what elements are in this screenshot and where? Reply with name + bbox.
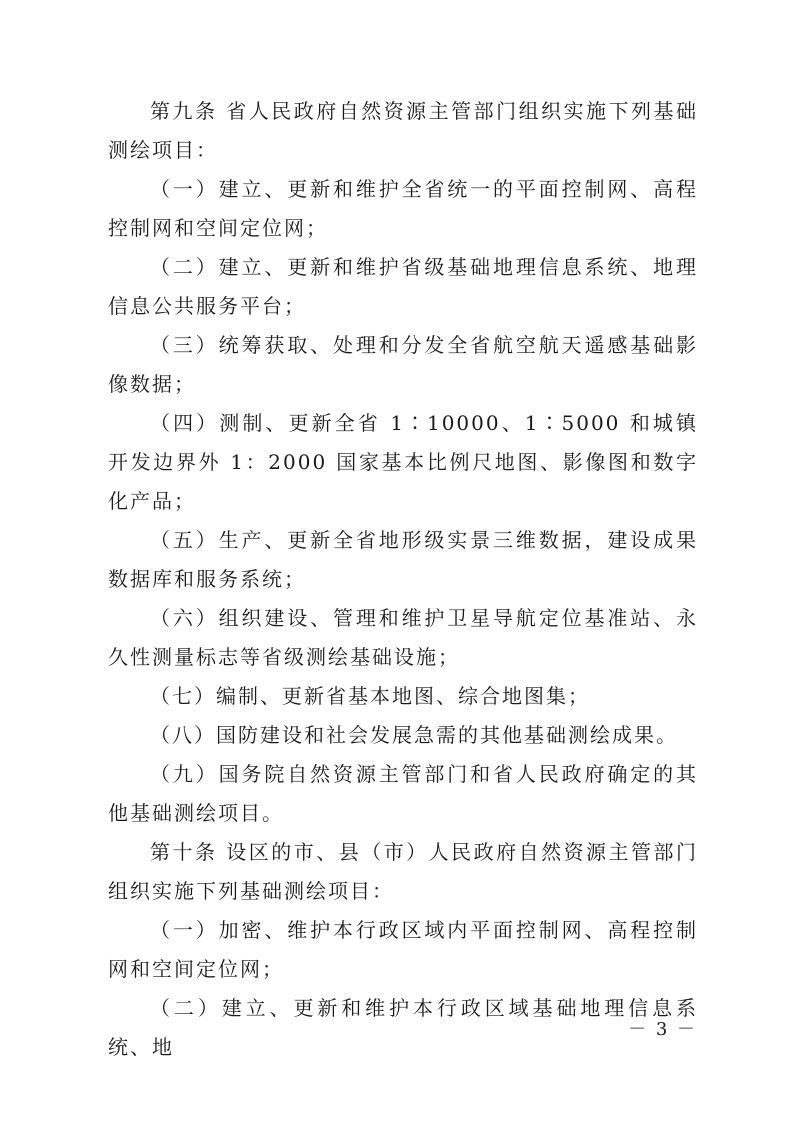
article-9-item-4: （四）测制、更新全省 1∶10000、1∶5000 和城镇开发边界外 1：2000 国家基本比例尺地图、影像图和数字化产品； [108, 411, 698, 513]
article-10-item-1: （一）加密、维护本行政区域内平面控制网、高程控制网和空间定位网； [108, 918, 698, 981]
article-10-item-2: （二）建立、更新和维护本行政区域基础地理信息系统、地 [108, 996, 698, 1059]
article-10-heading: 第十条 设区的市、县（市）人民政府自然资源主管部门组织实施下列基础测绘项目： [108, 840, 698, 903]
article-9-item-8: （八）国防建设和社会发展急需的其他基础测绘成果。 [150, 723, 678, 747]
article-9-heading: 第九条 省人民政府自然资源主管部门组织实施下列基础测绘项目： [108, 99, 698, 162]
article-9-item-7: （七）编制、更新省基本地图、综合地图集； [150, 684, 590, 708]
document-page [108, 92, 698, 1067]
page-number: － 3 － [628, 1019, 697, 1040]
article-9-item-3: （三）统筹获取、处理和分发全省航空航天遥感基础影像数据； [108, 333, 698, 396]
article-9-item-6: （六）组织建设、管理和维护卫星导航定位基准站、永久性测量标志等省级测绘基础设施； [108, 606, 698, 669]
article-9-item-9: （九）国务院自然资源主管部门和省人民政府确定的其他基础测绘项目。 [108, 762, 698, 825]
article-9-item-5: （五）生产、更新全省地形级实景三维数据，建设成果数据库和服务系统； [108, 528, 698, 591]
article-9-item-2: （二）建立、更新和维护省级基础地理信息系统、地理信息公共服务平台； [108, 255, 698, 318]
article-9-item-1: （一）建立、更新和维护全省统一的平面控制网、高程控制网和空间定位网； [108, 177, 698, 240]
